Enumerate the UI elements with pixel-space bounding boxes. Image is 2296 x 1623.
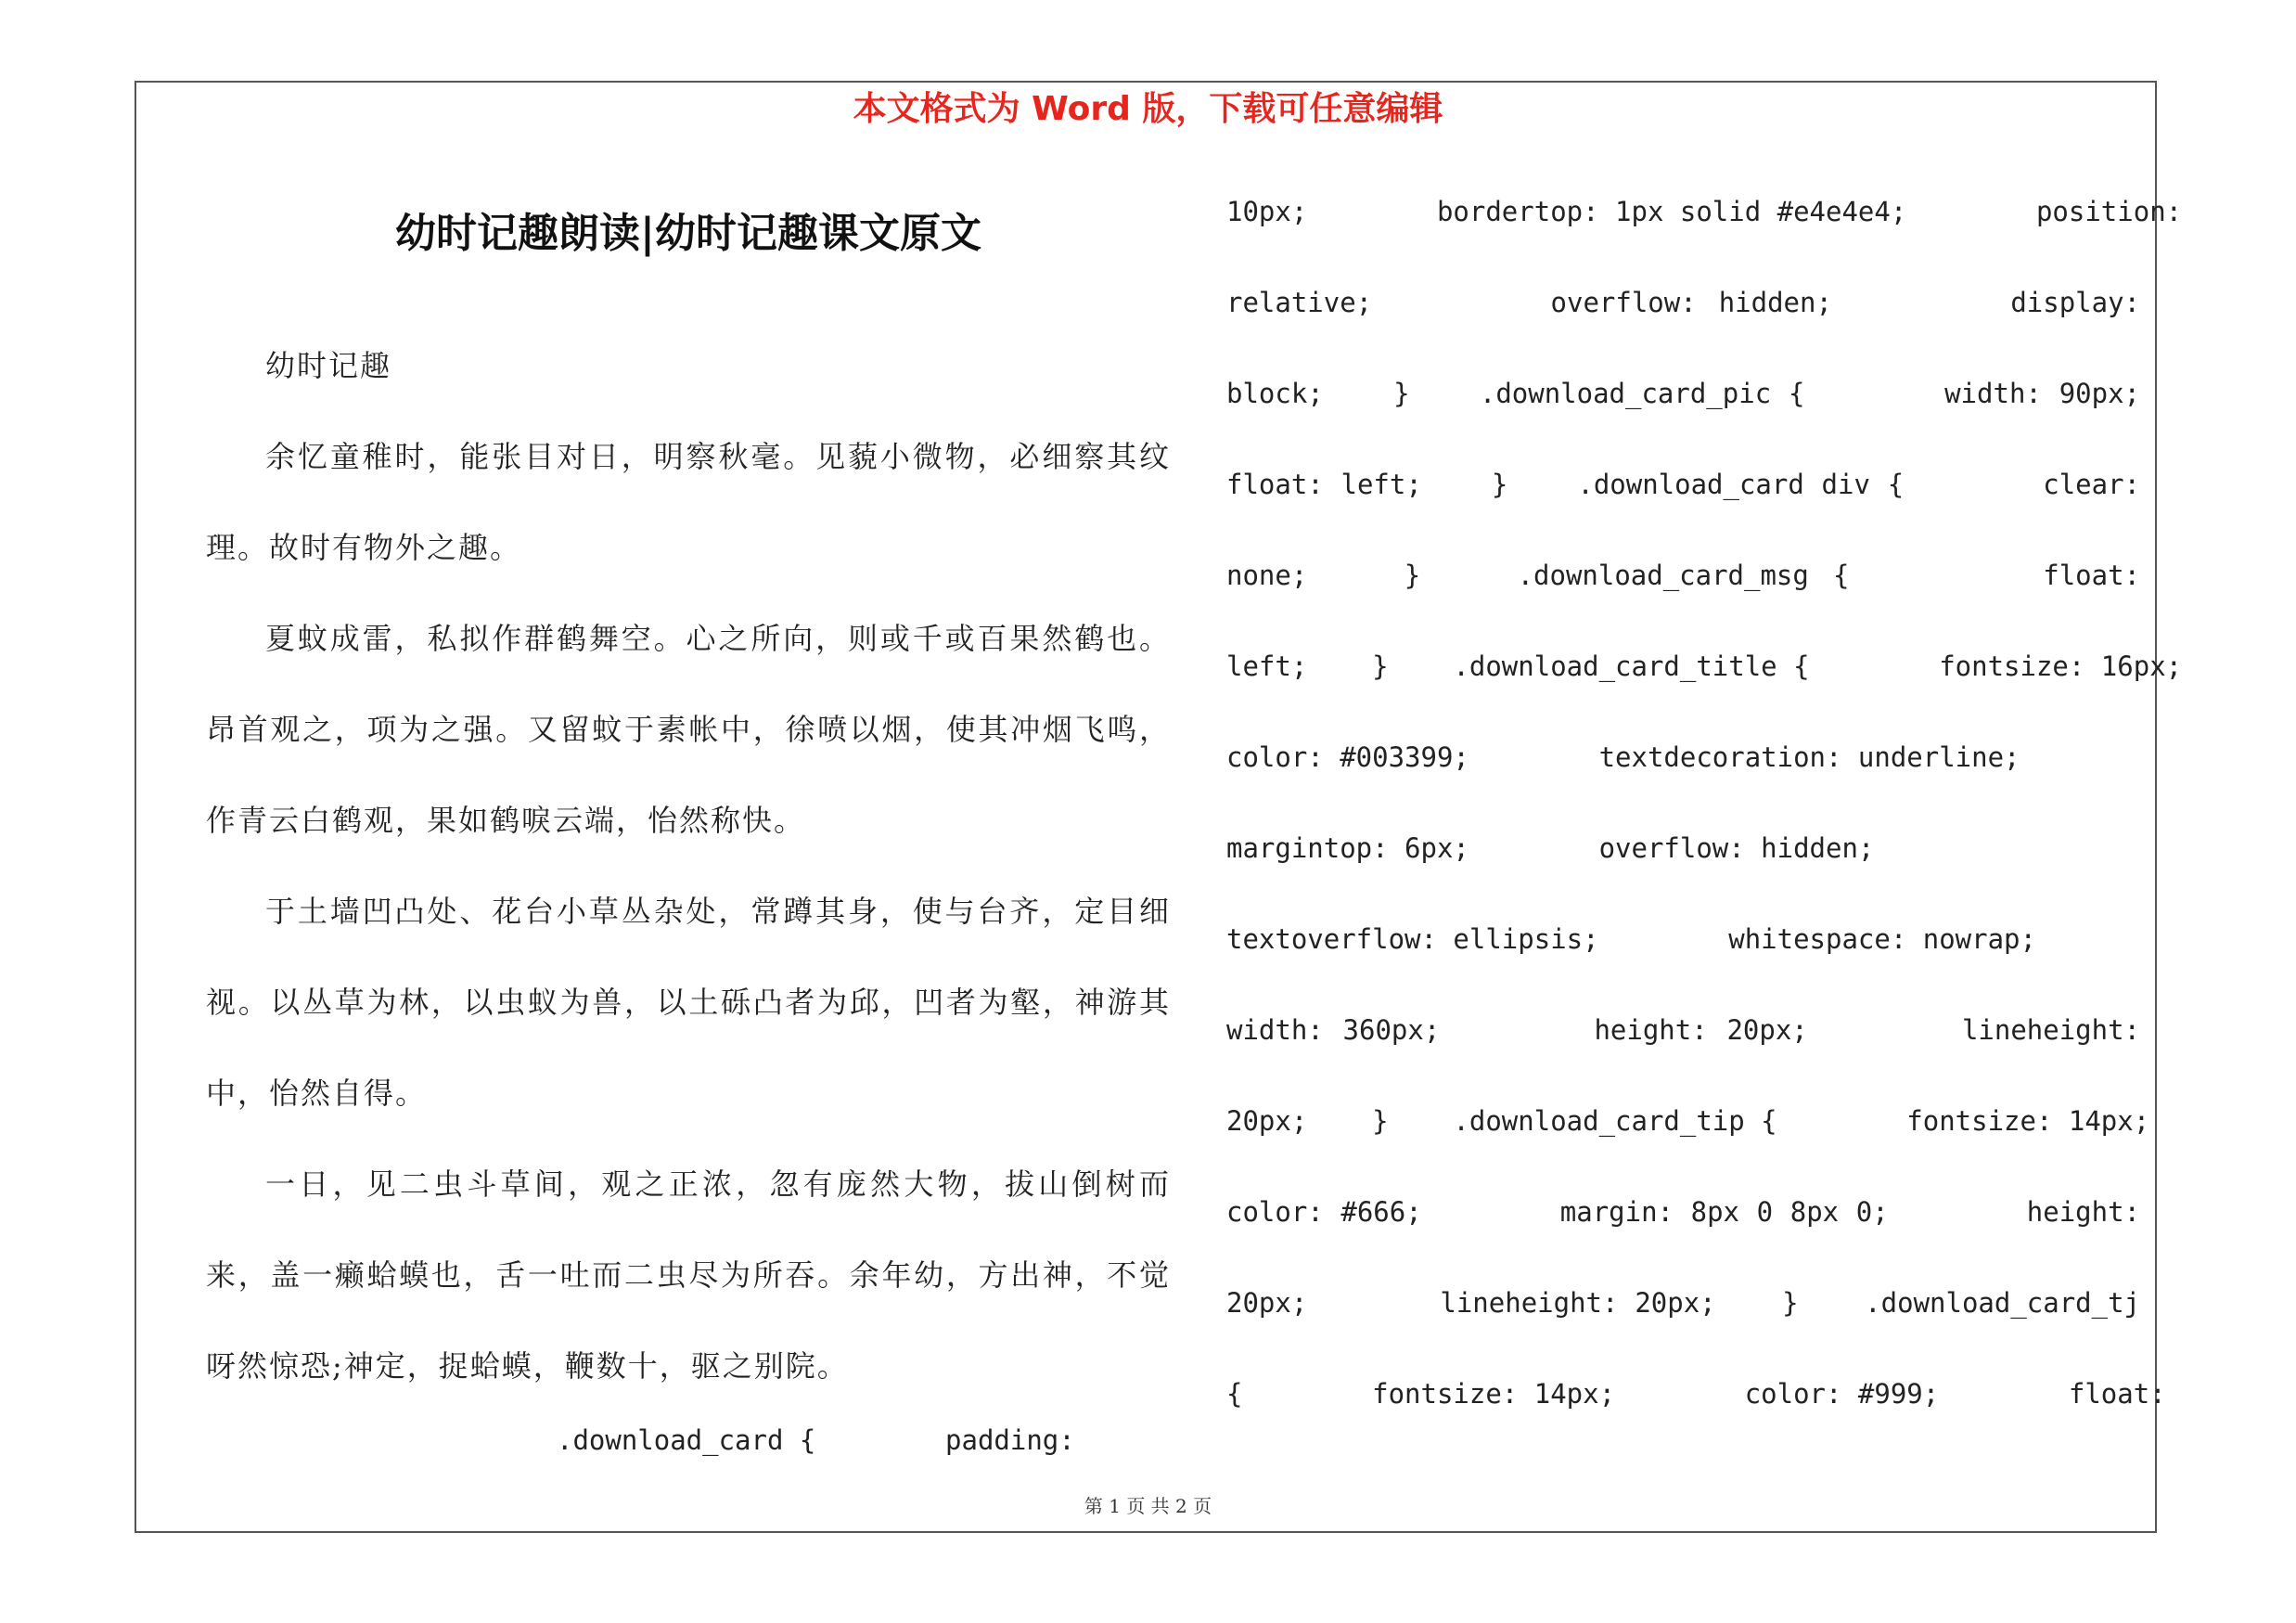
- document-title: 幼时记趣朗读|幼时记趣课文原文: [394, 210, 981, 257]
- css-code-line: left; } .download_card_title { fontsize: 16px;: [1226, 650, 2183, 682]
- css-code-line: 20px; lineheight: 20px; } .download_card_tj: [1226, 1287, 2140, 1319]
- subtitle-paragraph: 幼时记趣: [265, 348, 392, 383]
- css-code-line: { fontsize: 14px; color: #999; float:: [1226, 1378, 2166, 1410]
- body-paragraph: 夏蚊成雷，私拟作群鹤舞空。心之所向，则或千或百果然鹤也。昂首观之，项为之强。又留蚊于素帐中，徐喷以烟，使其冲烟飞鸣，作青云白鹤观，果如鹤唳云端，怡然称快。: [206, 621, 1171, 838]
- css-code-line: color: #003399; textdecoration: underline;: [1226, 741, 2020, 773]
- css-code-line: textoverflow: ellipsis; whitespace: nowrap;: [1226, 923, 2036, 955]
- word-format-notice: 本文格式为 Word 版，下载可任意编辑: [853, 90, 1443, 128]
- css-code-line: block; } .download_card_pic { width: 90px;: [1226, 378, 2140, 409]
- css-code-line: 20px; } .download_card_tip { fontsize: 14px;: [1226, 1105, 2150, 1137]
- css-code-line: relative; overflow: hidden; display:: [1226, 287, 2140, 318]
- css-code-line: none; } .download_card_msg { float:: [1226, 560, 2140, 591]
- css-code-line: 10px; bordertop: 1px solid #e4e4e4; position:: [1226, 196, 2183, 227]
- page-number: 第 1 页 共 2 页: [1084, 1495, 1212, 1517]
- css-code-line: margintop: 6px; overflow: hidden;: [1226, 832, 1875, 864]
- right-column: [1226, 184, 2183, 1457]
- css-code-start: .download_card { padding:: [557, 1424, 1075, 1456]
- css-code-line: color: #666; margin: 8px 0 8px 0; height:: [1226, 1196, 2140, 1228]
- body-paragraph: 一日，见二虫斗草间，观之正浓，忽有庞然大物，拔山倒树而来，盖一癞蛤蟆也，舌一吐而二虫尽为所吞。余年幼，方出神，不觉呀然惊恐;神定，捉蛤蟆，鞭数十，驱之别院。: [206, 1166, 1171, 1384]
- body-paragraph: 余忆童稚时，能张目对日，明察秋毫。见藐小微物，必细察其纹理。故时有物外之趣。: [206, 439, 1171, 565]
- left-column: [206, 320, 1171, 1411]
- body-paragraph: 于土墙凹凸处、花台小草丛杂处，常蹲其身，使与台齐，定目细视。以丛草为林，以虫蚁为兽，以土砾凸者为邱，凹者为壑，神游其中，怡然自得。: [206, 894, 1171, 1111]
- css-code-line: float: left; } .download_card div { clear:: [1226, 469, 2140, 500]
- css-code-line: width: 360px; height: 20px; lineheight:: [1226, 1014, 2140, 1046]
